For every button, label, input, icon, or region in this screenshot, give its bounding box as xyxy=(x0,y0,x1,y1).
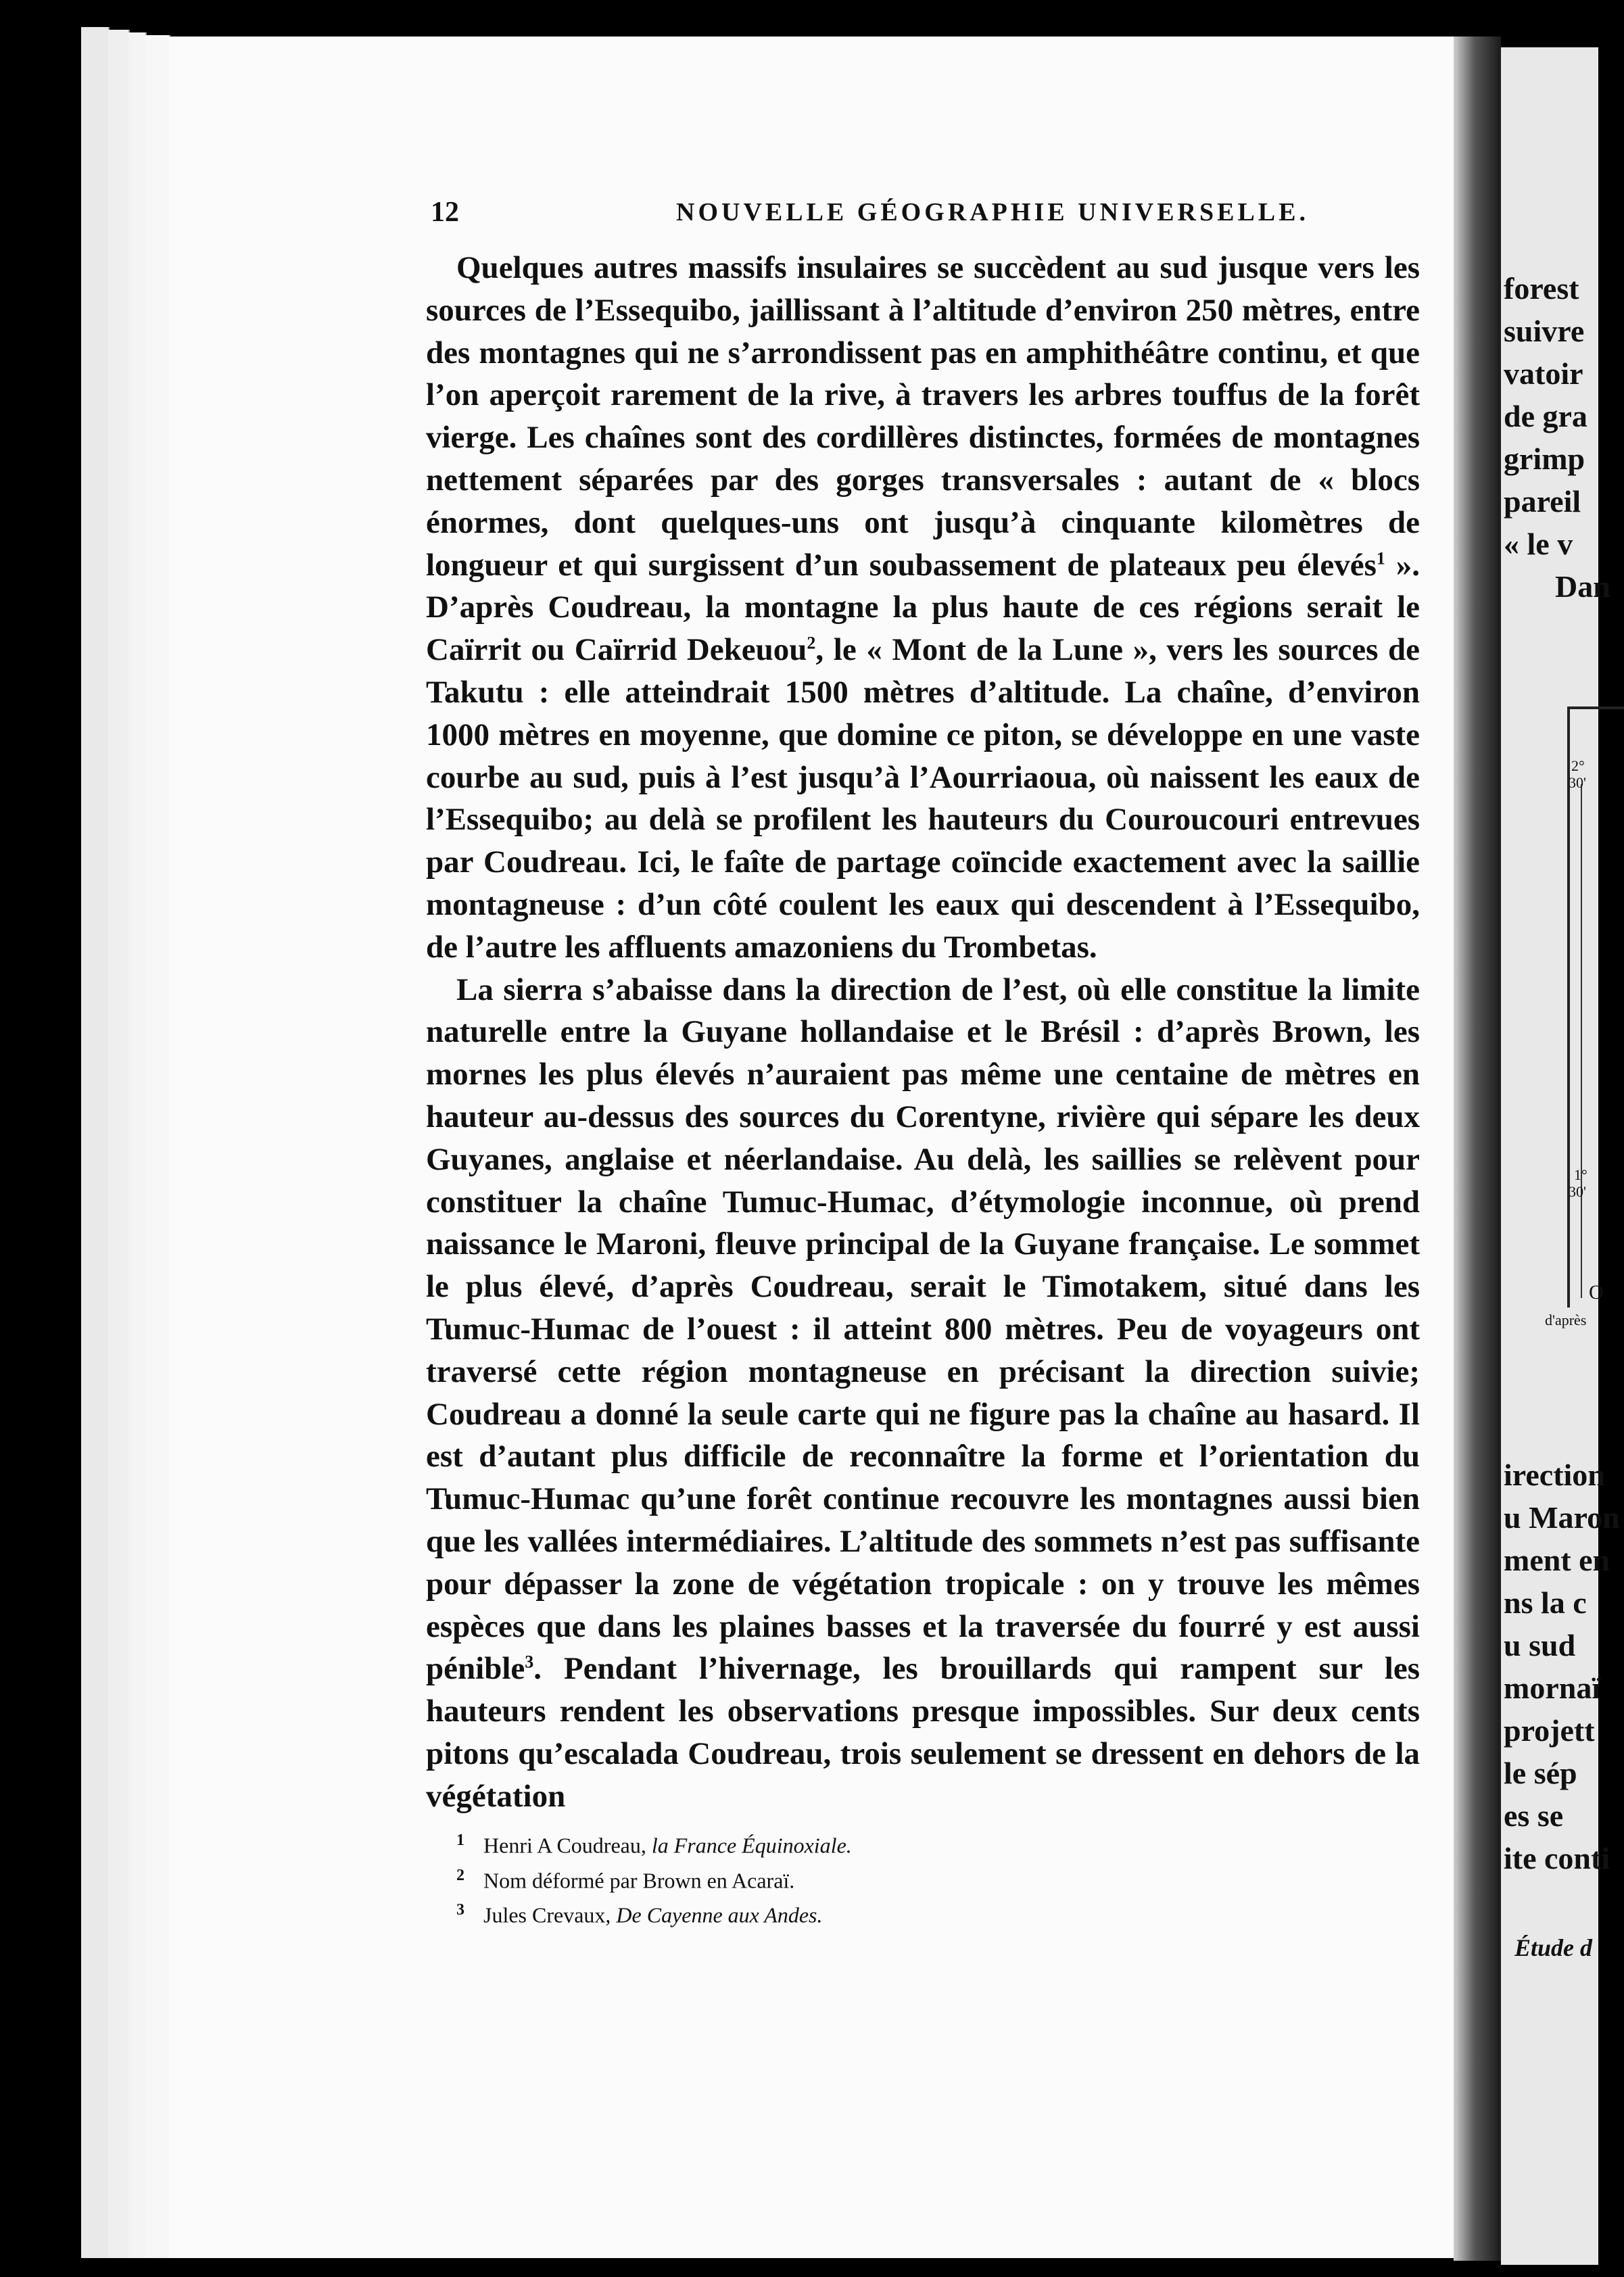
map-label: 30' xyxy=(1569,1183,1586,1200)
right-page-line: grimp xyxy=(1504,441,1585,476)
right-page-line: « le v xyxy=(1504,527,1573,561)
right-page-line: ns la c xyxy=(1504,1585,1587,1620)
map-label: 1° xyxy=(1574,1166,1587,1183)
footnote-author: Jules Crevaux, xyxy=(483,1902,611,1927)
book-gutter xyxy=(1454,37,1501,2261)
right-page-line: irection xyxy=(1504,1458,1605,1492)
map-label: 30' xyxy=(1569,774,1586,791)
right-page-line: es se xyxy=(1504,1798,1564,1833)
page-number: 12 xyxy=(431,197,459,228)
text-run: , le « Mont de la Lune », vers les sources de Takutu : elle atteindrait 1500 mètres d’altitude. La chaîne, d’environ 1000 mètres en moyenne, que domine ce piton, se développe en une vaste courbe au sud, puis à l’est jusqu’à l’Aourriaoua, où naissent les eaux de l’Essequibo; au delà se profilent les hauteurs du Couroucouri entrevues par Coudreau. Ici, le faîte de partage coïncide exactement avec la saillie montagneuse : d’un côté coulent les eaux qui descendent à l’Essequibo, de l’autre les affluents amazoniens du Trombetas. xyxy=(426,632,1420,965)
page-edge xyxy=(108,30,130,2258)
paragraph xyxy=(426,969,1420,1818)
footnote-author: Henri A Coudreau, xyxy=(483,1833,646,1858)
right-page-line: projett xyxy=(1504,1713,1595,1748)
page-edge xyxy=(128,32,147,2258)
footnote-title: la France Équinoxiale. xyxy=(651,1833,852,1858)
footnote-mark: 1 xyxy=(456,1831,464,1849)
right-page-line: ite conti xyxy=(1504,1841,1610,1875)
map-label: 2° xyxy=(1571,757,1585,774)
right-page-line: vatoir xyxy=(1504,356,1583,391)
right-page-footnote: Étude d xyxy=(1514,1934,1593,1961)
footnote-ref: 3 xyxy=(525,1652,534,1672)
footnote-mark: 3 xyxy=(456,1901,464,1919)
footnote-ref: 1 xyxy=(1376,548,1385,568)
text-run: . Pendant l’hivernage, les brouillards qui rampent sur les hauteurs rendent les observations presque impossibles. Sur deux cents pitons qu’escalada Coudreau, trois seulement se dressent en dehors de la végétation xyxy=(426,1651,1420,1814)
right-page-line: pareil xyxy=(1504,484,1581,519)
map-label: O xyxy=(1589,1281,1604,1303)
map-inner-border xyxy=(1581,784,1623,1298)
footnote-title: De Cayenne aux Andes. xyxy=(616,1902,823,1927)
footnote xyxy=(456,1895,1403,1930)
footnote-mark: 2 xyxy=(456,1866,464,1884)
text-run: La sierra s’abaisse dans la direction de l’est, où elle constitue la limite naturelle entre la Guyane hollandaise et le Brésil : d’après Brown, les mornes les plus élevés n’auraient pas même une centaine de mètres en hauteur au-dessus des sources du Corentyne, rivière qui sépare les deux Guyanes, anglaise et néerlandaise. Au delà, les saillies se relèvent pour constituer la chaîne Tumuc-Humac, d’étymologie inconnue, où prend naissance le Maroni, fleuve principal de la Guyane française. Le sommet le plus élevé, d’après Coudreau, serait le Timotakem, situé dans les Tumuc-Humac de l’ouest : il atteint 800 mètres. Peu de voyageurs ont traversé cette région montagneuse en précisant la direction suivie; Coudreau a donné la seule carte qui ne figure pas la chaîne au hasard. Il est d’autant plus difficile de reconnaître la forme et l’orientation du Tumuc-Humac qu’une forêt continue recouvre les montagnes aussi bien que les vallées intermédiaires. L’altitude des sommets n’est pas suffisante pour dépasser la zone de végétation tropicale : on y trouve les mêmes espèces que dans les plaines basses et la traversée du fourré y est aussi pénible xyxy=(426,972,1420,1687)
page-edge xyxy=(81,27,110,2258)
footnote xyxy=(456,1861,1403,1896)
right-page-line: u Maron xyxy=(1504,1500,1620,1535)
right-page-line: de gra xyxy=(1504,399,1587,433)
right-page-line: ment en xyxy=(1504,1543,1610,1577)
text-run: ». D’après Coudreau, la montagne la plus haute de ces régions serait le Caïrrit ou Caïrrid Dekeuou xyxy=(426,547,1420,668)
right-page-line: Dan xyxy=(1555,569,1610,604)
right-page-line: le sép xyxy=(1504,1756,1577,1790)
text-run: Quelques autres massifs insulaires se succèdent au sud jusque vers les sources de l’Essequibo, jaillissant à l’altitude d’environ 250 mètres, entre des montagnes qui ne s’arrondissent pas en amphithéâtre continu, et que l’on aperçoit rarement de la rive, à travers les arbres touffus de la forêt vierge. Les chaînes sont des cordillères distinctes, formées de montagnes nettement séparées par des gorges transversales : autant de « blocs énormes, dont quelques-uns ont jusqu’à cinquante kilomètres de longueur et qui surgissent d’un soubassement de plateaux peu élevés xyxy=(426,250,1420,583)
right-page xyxy=(1501,47,1620,2265)
paragraph xyxy=(426,247,1420,969)
running-title: NOUVELLE GÉOGRAPHIE UNIVERSELLE. xyxy=(676,198,1309,226)
right-page-line: suivre xyxy=(1504,314,1585,348)
page-edge xyxy=(145,35,170,2258)
map-caption: d'après xyxy=(1545,1312,1587,1328)
right-page-line: u sud xyxy=(1504,1628,1576,1662)
footnotes xyxy=(456,1825,1403,1930)
right-page-line: mornaï xyxy=(1504,1671,1601,1705)
footnote xyxy=(456,1825,1403,1861)
body-text xyxy=(426,247,1420,1817)
footnote-text: Nom déformé par Brown en Acaraï. xyxy=(483,1868,795,1893)
footnote-ref: 2 xyxy=(807,633,816,653)
right-page-line: forest xyxy=(1504,271,1579,306)
